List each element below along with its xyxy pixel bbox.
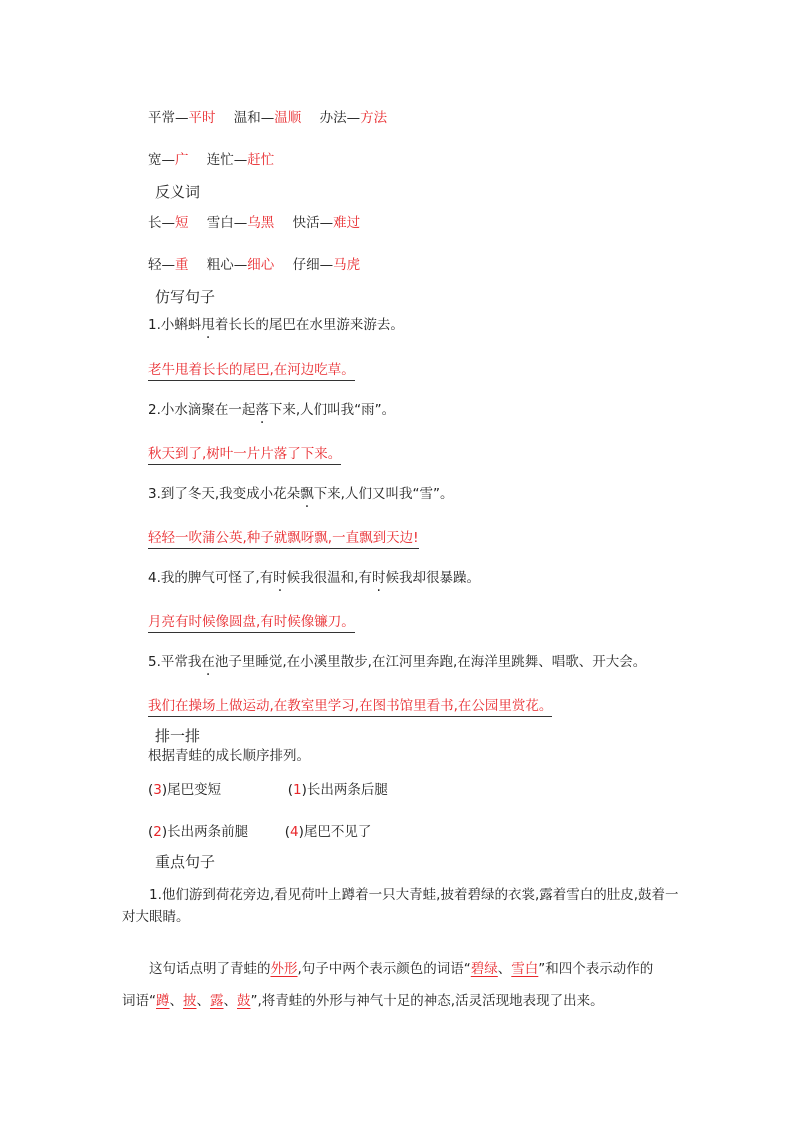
ordering-instruction: 根据青蛙的成长顺序排列。 [148,748,310,764]
antonym-word: 粗心 [206,257,234,273]
imitation-sentence-3: 3.到了冬天,我变成小花朵飘下来,人们又叫我“雪”。 [148,486,454,502]
synonym-row-1: 平常—平时 温和—温顺 办法—方法 [148,110,388,126]
ordering-heading: 排一排 [155,727,201,745]
antonym-answer: 难过 [333,215,361,231]
imitation-heading: 仿写句子 [155,288,216,306]
imitation-answer-5: 我们在操场上做运动,在教室里学习,在图书馆里看书,在公园里赏花。 [148,696,552,716]
synonym-answer: 温顺 [274,110,302,126]
key-sentence-analysis-2: 词语“蹲、披、露、鼓”,将青蛙的外形与神气十足的神态,活灵活现地表现了出来。 [122,993,604,1009]
antonym-word: 快活 [292,215,320,231]
key-sentence-analysis: 这句话点明了青蛙的外形,句子中两个表示颜色的词语“碧绿、雪白”和四个表示动作的 [149,961,654,977]
antonym-answer: 短 [175,215,189,231]
synonym-row-2: 宽—广 连忙—赶忙 [148,152,275,168]
synonym-answer: 平时 [188,110,216,126]
key-sentence: 1.他们游到荷花旁边,看见荷叶上蹲着一只大青蛙,披着碧绿的衣裳,露着雪白的肚皮,鼓着一对大眼睛。 [122,887,679,925]
synonym-answer: 赶忙 [247,152,275,168]
synonym-word: 连忙 [206,152,234,168]
order-item: (1)长出两条后腿 [287,782,388,798]
antonym-word: 仔细 [292,257,320,273]
antonym-answer: 马虎 [333,257,361,273]
synonym-answer: 方法 [360,110,388,126]
antonym-word: 长 [148,215,162,231]
antonym-answer: 重 [175,257,189,273]
imitation-sentence-2: 2.小水滴聚在一起落下来,人们叫我“雨”。 [148,402,396,418]
synonym-word: 平常 [148,110,175,126]
antonym-answer: 乌黑 [247,215,275,231]
imitation-answer-3: 轻轻一吹蒲公英,种子就飘呀飘,一直飘到天边! [148,528,419,548]
imitation-answer-1: 老牛甩着长长的尾巴,在河边吃草。 [148,360,355,380]
imitation-answer-2: 秋天到了,树叶一片片落了下来。 [148,444,341,464]
antonyms-heading: 反义词 [155,183,201,201]
order-item: (2)长出两条前腿 [148,824,249,840]
imitation-sentence-5: 5.平常我在池子里睡觉,在小溪里散步,在江河里奔跑,在海洋里跳舞、唱歌、开大会。 [148,654,647,670]
synonym-word: 温和 [233,110,261,126]
antonym-answer: 细心 [247,257,275,273]
antonym-row-2: 轻—重 粗心—细心 仔细—马虎 [148,257,361,273]
antonym-word: 轻 [148,257,162,273]
synonym-answer: 广 [175,152,189,168]
synonym-word: 办法 [319,110,347,126]
order-item: (3)尾巴变短 [148,782,222,798]
imitation-sentence-4: 4.我的脾气可怪了,有时候我很温和,有时候我却很暴躁。 [148,570,480,586]
ordering-row-2 [148,822,371,842]
imitation-sentence-1: 1.小蝌蚪甩着长长的尾巴在水里游来游去。 [148,317,404,333]
ordering-row-1 [148,780,388,800]
synonym-word: 宽 [148,152,162,168]
order-item: (4)尾巴不见了 [284,824,372,840]
imitation-answer-4: 月亮有时候像圆盘,有时候像镰刀。 [148,612,355,632]
antonym-row-1: 长—短 雪白—乌黑 快活—难过 [148,215,361,231]
key-sentence-heading: 重点句子 [155,853,216,871]
antonym-word: 雪白 [206,215,234,231]
